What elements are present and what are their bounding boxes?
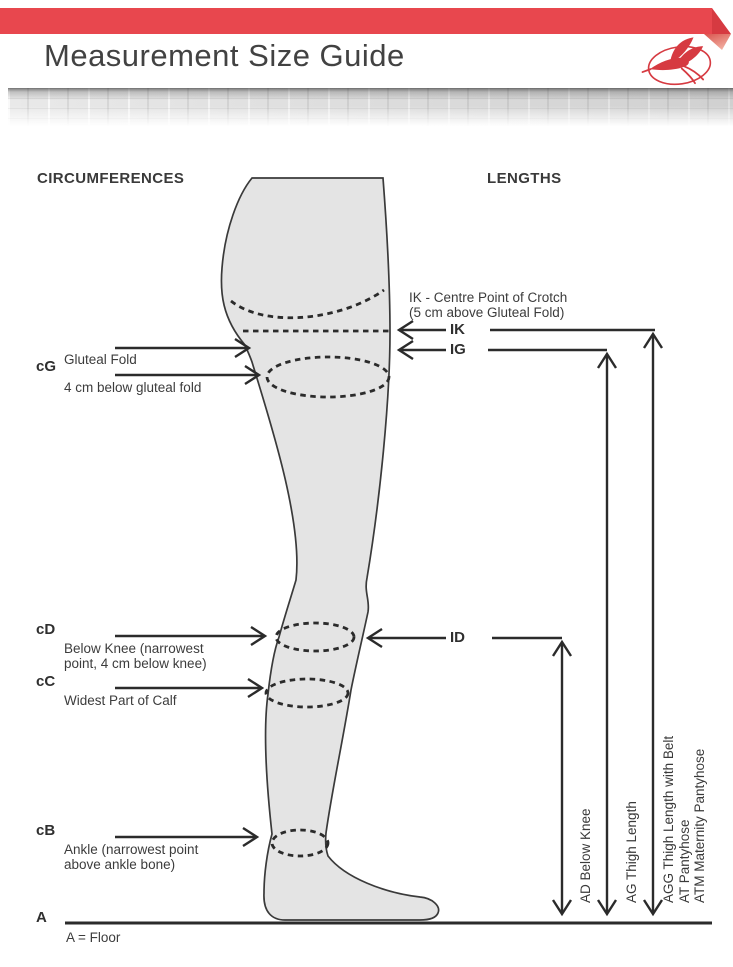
cg-desc-line2: 4 cm below gluteal fold	[64, 380, 202, 395]
cd-desc-line1: Below Knee (narrowest	[64, 641, 204, 656]
floor-code: A	[36, 909, 47, 926]
crotch-note-line1: IK - Centre Point of Crotch	[409, 290, 568, 305]
lengths-heading: LENGTHS	[487, 170, 562, 187]
atm-vertical-label: ATM Maternity Pantyhose	[692, 748, 707, 903]
cc-code: cC	[36, 673, 56, 690]
cg-desc-line1: Gluteal Fold	[64, 352, 137, 367]
circumferences-heading: CIRCUMFERENCES	[37, 170, 185, 187]
ag-length-line	[598, 354, 616, 914]
agg-vertical-label-group	[661, 736, 708, 903]
at-vertical-label: AT Pantyhose	[676, 819, 692, 903]
cd-desc-line2: point, 4 cm below knee)	[64, 656, 207, 671]
ig-arrow	[399, 341, 607, 359]
leg-silhouette	[221, 178, 438, 920]
cb-desc-line1: Ankle (narrowest point	[64, 842, 199, 857]
cg-code: cG	[36, 358, 57, 375]
agg-vertical-label: AGG Thigh Length with Belt	[661, 735, 676, 903]
cc-desc-line1: Widest Part of Calf	[64, 693, 177, 708]
cd-code: cD	[36, 621, 56, 638]
ad-vertical-label: AD Below Knee	[578, 808, 593, 903]
id-label: ID	[446, 629, 469, 646]
ik-label: IK	[446, 321, 469, 338]
page-title: Measurement Size Guide	[44, 38, 405, 73]
ig-label: IG	[446, 341, 470, 358]
floor-label: A = Floor	[66, 930, 121, 945]
ik-arrow	[399, 321, 655, 339]
cb-code: cB	[36, 822, 56, 839]
agg-length-line	[644, 334, 662, 914]
ad-length-line	[553, 642, 571, 914]
crotch-note-line2: (5 cm above Gluteal Fold)	[409, 305, 565, 320]
cb-desc-line2: above ankle bone)	[64, 857, 176, 872]
ag-vertical-label: AG Thigh Length	[624, 801, 639, 903]
